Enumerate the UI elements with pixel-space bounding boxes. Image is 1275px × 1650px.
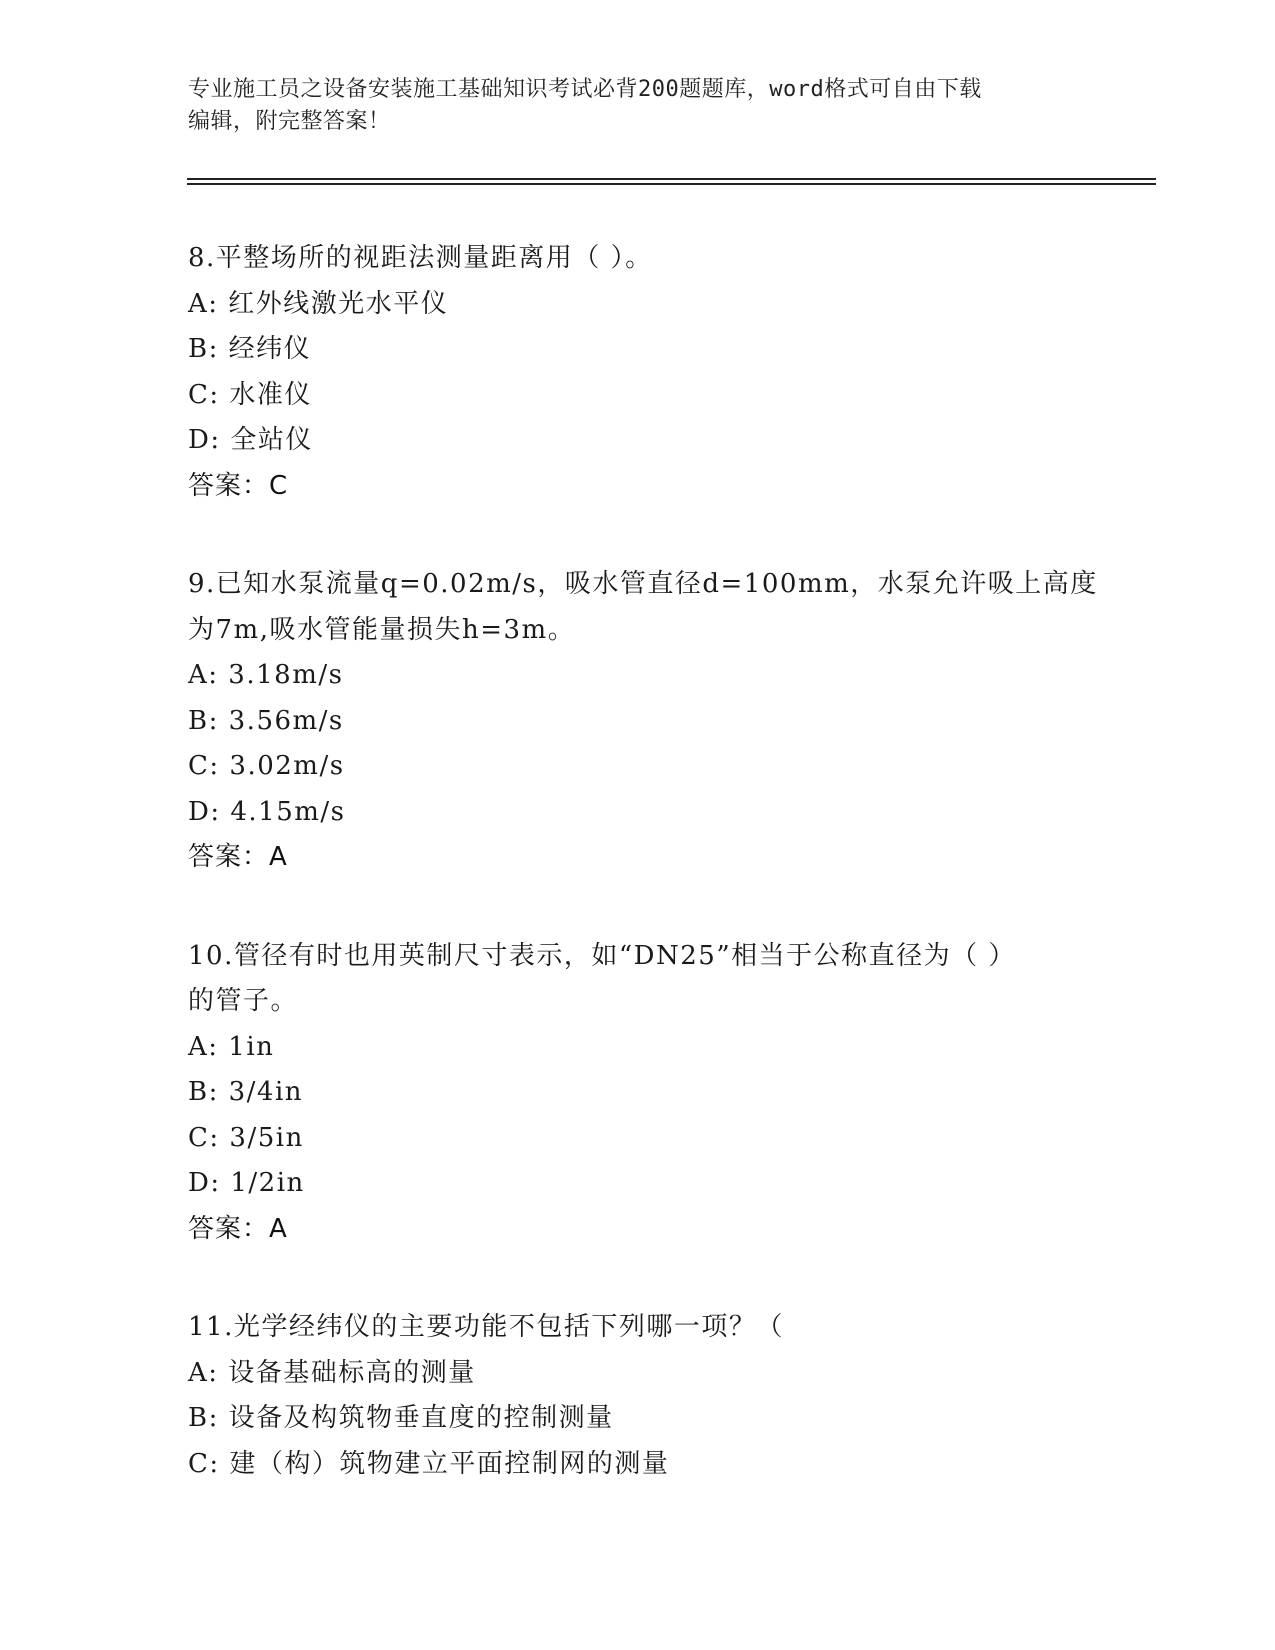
answer-line: 答案：A [188,1213,288,1244]
question-stem: 10.管径有时也用英制尺寸表示，如“DN25”相当于公称直径为（ ） [188,940,1016,971]
answer-line: 答案：A [188,842,288,872]
question-9 [188,562,1098,881]
header-title-line-2: 编辑，附完整答案！ [188,109,391,134]
option-b: B: 3/4in [188,1077,304,1107]
question-stem: 9.已知水泵流量q=0.02m/s，吸水管直径d=100mm，水泵允许吸上高度 [188,569,1098,599]
option-d: D: 全站仪 [188,425,313,455]
option-a: A: 设备基础标高的测量 [188,1357,476,1388]
option-a: A: 红外线激光水平仪 [188,288,449,319]
question-list [188,236,1098,1540]
option-d: D: 1/2in [188,1168,305,1198]
header-divider-bottom [187,183,1156,185]
option-c: C: 水准仪 [188,379,312,410]
question-stem-continued: 的管子。 [188,986,299,1016]
header-title-line-1: 专业施工员之设备安装施工基础知识考试必背200题题库，word格式可自由下载 [188,77,982,102]
option-b: B: 3.56m/s [188,705,344,736]
question-10 [188,934,1088,1253]
option-c: C: 3.02m/s [188,751,345,781]
option-c: C: 3/5in [188,1122,304,1153]
option-d: D: 4.15m/s [188,796,346,827]
question-stem: 11.光学经纬仪的主要功能不包括下列哪一项？（ [188,1312,784,1342]
option-a: A: 1in [188,1031,275,1062]
option-b: B: 经纬仪 [188,334,312,364]
question-stem: 8.平整场所的视距法测量距离用（ ）。 [188,243,653,273]
answer-line: 答案：C [188,470,289,501]
option-b: B: 设备及构筑物垂直度的控制测量 [188,1403,614,1433]
question-11 [188,1305,1088,1487]
option-a: A: 3.18m/s [188,660,344,690]
option-c: C: 建（构）筑物建立平面控制网的测量 [188,1448,670,1479]
question-8 [188,236,1088,509]
question-stem-continued: 为7m,吸水管能量损失h=3m。 [188,614,576,645]
header-divider-top [187,178,1156,180]
document-header [188,74,1088,138]
